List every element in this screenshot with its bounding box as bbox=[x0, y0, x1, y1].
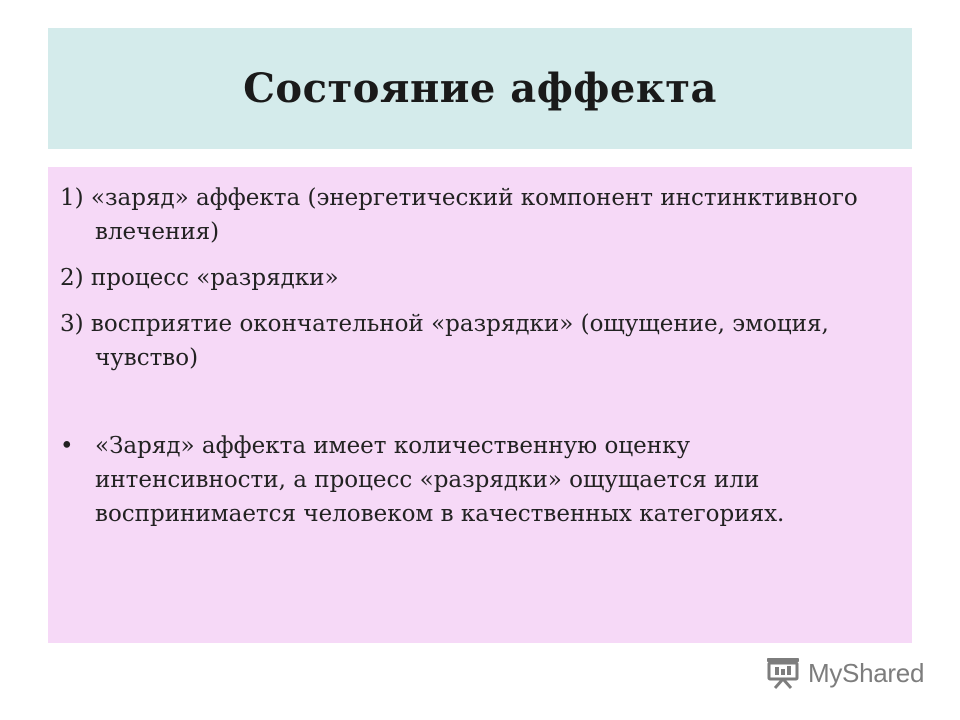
watermark-text: MyShared bbox=[808, 657, 925, 688]
title-panel bbox=[48, 28, 912, 149]
list-item-1: 1) «заряд» аффекта (энергетический компонент инстинктивного влечения) bbox=[60, 185, 858, 245]
bullet-marker: • bbox=[60, 433, 74, 459]
content-panel bbox=[48, 167, 912, 643]
bullet-item bbox=[60, 429, 882, 531]
slide-title: Состояние аффекта bbox=[243, 65, 717, 112]
spacer bbox=[60, 387, 882, 429]
list-item-3: 3) восприятие окончательной «разрядки» (ощущение, эмоция, чувство) bbox=[60, 311, 829, 371]
bullet-text: «Заряд» аффекта имеет количественную оценку интенсивности, а процесс «разрядки» ощущается или воспринимается человеком в качественных категориях. bbox=[95, 433, 785, 527]
myshared-watermark bbox=[766, 656, 924, 690]
projector-screen-icon bbox=[766, 657, 800, 689]
list-item-2: 2) процесс «разрядки» bbox=[60, 265, 339, 291]
